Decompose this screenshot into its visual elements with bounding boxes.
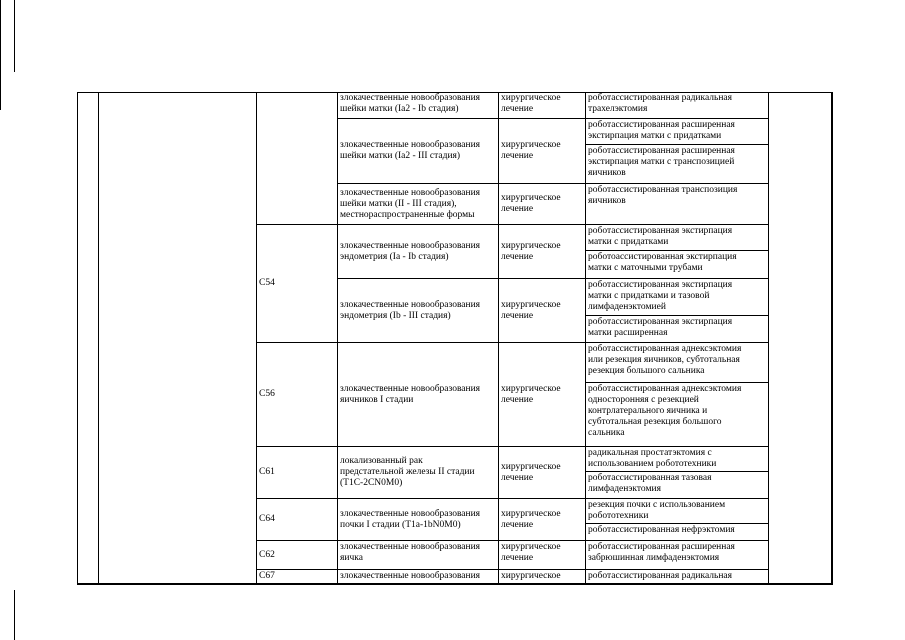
method-cell (586, 447, 769, 472)
diagnosis-cell (338, 447, 499, 499)
method-cell (586, 316, 769, 343)
method-cell-text: роботассистированная расширенная забрюшинная лимфаденэктомия (588, 542, 735, 563)
method-cell-text: роботассистированная аднексэктомия или резекция яичников, субтотальная резекция большого сальника (588, 344, 742, 376)
diagnosis-cell (338, 225, 499, 279)
method-cell-text: роботоассистированная экстирпация матки с маточными трубами (588, 252, 737, 273)
icd-code-cell-text: C64 (259, 514, 275, 524)
diagnosis-cell (338, 92, 499, 119)
empty-column-2 (99, 92, 257, 584)
treatment-cell-text: хирургическое лечение (501, 140, 561, 161)
icd-code-cell (257, 92, 338, 225)
icd-code-cell (257, 447, 338, 499)
method-cell (586, 225, 769, 251)
diagnosis-cell-text: злокачественные новообразования яичка (340, 542, 481, 563)
method-cell-text: роботассистированная экстирпация матки расширенная (588, 317, 733, 338)
treatment-cell-text: хирургическое лечение (501, 383, 561, 405)
method-cell-text: роботассистированная экстирпация матки с придатками и тазовой лимфаденэктомией (588, 280, 733, 312)
diagnosis-cell-text: злокачественные новообразования эндометрия (Ib - III стадия) (340, 299, 481, 321)
treatment-cell (499, 541, 586, 570)
diagnosis-cell (338, 119, 499, 184)
method-cell (586, 541, 769, 570)
diagnosis-cell-text: злокачественные новообразования эндометрия (Ia - Ib стадия) (340, 240, 481, 262)
treatment-cell (499, 184, 586, 225)
method-cell-text: роботассистированная аднексэктомия односторонняя с резекцией контрлатерального яичника и субтотальная резекция большого сальника (588, 384, 742, 438)
method-cell-text: роботассистированная тазовая лимфаденэктомия (588, 473, 712, 494)
diagnosis-cell (338, 184, 499, 225)
diagnosis-cell-text: злокачественные новообразования шейки матки (Ia2 - Ib стадия) (340, 93, 481, 114)
method-cell (586, 184, 769, 225)
diagnosis-cell (338, 570, 499, 584)
method-cell-text: роботассистированная нефрэктомия (588, 525, 735, 535)
method-cell (586, 279, 769, 316)
treatment-cell (499, 92, 586, 119)
treatment-cell-text: хирургическое лечение (501, 542, 561, 563)
treatment-cell-text: хирургическое лечение (501, 461, 561, 483)
icd-code-cell-text: C61 (259, 467, 275, 477)
method-cell (586, 499, 769, 524)
icd-code-cell (257, 343, 338, 447)
icd-code-cell (257, 225, 338, 343)
empty-column-last (769, 92, 832, 584)
method-cell (586, 524, 769, 541)
method-cell-text: роботассистированная радикальная (588, 571, 733, 581)
empty-column-1 (77, 92, 99, 584)
method-cell (586, 472, 769, 499)
method-cell (586, 570, 769, 584)
method-cell-text: роботассистированная расширенная экстирпация матки с транспозицией яичников (588, 146, 735, 178)
treatment-cell (499, 343, 586, 447)
scan-left-edge (14, 0, 15, 72)
treatment-cell (499, 225, 586, 279)
treatment-cell-text: хирургическое лечение (501, 240, 561, 262)
method-cell (586, 383, 769, 447)
treatment-cell (499, 447, 586, 499)
diagnosis-cell (338, 499, 499, 541)
method-cell-text: радикальная простатэктомия с использованием робототехники (588, 448, 717, 469)
diagnosis-cell-text: злокачественные новообразования шейки матки (Ia2 - III стадия) (340, 140, 481, 161)
diagnosis-cell-text: злокачественные новообразования (340, 571, 481, 581)
method-cell (586, 145, 769, 184)
diagnosis-cell (338, 541, 499, 570)
treatment-cell-text: хирургическое лечение (501, 93, 561, 114)
treatment-cell (499, 570, 586, 584)
diagnosis-cell-text: злокачественные новообразования яичников I стадии (340, 383, 481, 405)
method-cell (586, 119, 769, 145)
method-cell (586, 251, 769, 279)
method-cell (586, 92, 769, 119)
treatment-cell-text: хирургическое (501, 571, 561, 581)
method-cell-text: роботассистированная экстирпация матки с придатками (588, 226, 733, 247)
treatment-cell (499, 279, 586, 343)
treatment-cell (499, 499, 586, 541)
method-cell-text: резекция почки с использованием робототехники (588, 500, 726, 521)
icd-code-cell (257, 570, 338, 584)
treatment-cell (499, 119, 586, 184)
method-cell-text: роботассистированная расширенная экстирпация матки с придатками (588, 120, 735, 141)
method-cell-text: роботассистированная радикальная трахелэктомия (588, 93, 733, 114)
method-cell (586, 343, 769, 383)
diagnosis-cell-text: злокачественные новообразования шейки матки (II - III стадия), местнораспространенные формы (340, 187, 481, 220)
icd-code-cell (257, 499, 338, 541)
icd-code-cell-text: C62 (259, 549, 275, 560)
icd-code-cell-text: C56 (259, 389, 275, 399)
icd-code-cell-text: C54 (259, 278, 275, 288)
diagnosis-cell-text: злокачественные новообразования почки I стадии (T1a-1bN0M0) (340, 508, 481, 530)
method-cell-text: роботассистированная транспозиция яичников (588, 185, 738, 206)
scan-left-edge (0, 0, 1, 110)
scan-left-edge (14, 590, 15, 640)
icd-code-cell (257, 541, 338, 570)
treatment-cell-text: хирургическое лечение (501, 193, 561, 214)
diagnosis-cell-text: локализованный рак предстательной железы II стадии (T1C-2CN0M0) (340, 456, 475, 488)
icd-code-cell-text: C67 (259, 571, 275, 581)
treatment-cell-text: хирургическое лечение (501, 508, 561, 530)
treatment-cell-text: хирургическое лечение (501, 299, 561, 321)
diagnosis-cell (338, 343, 499, 447)
diagnosis-cell (338, 279, 499, 343)
